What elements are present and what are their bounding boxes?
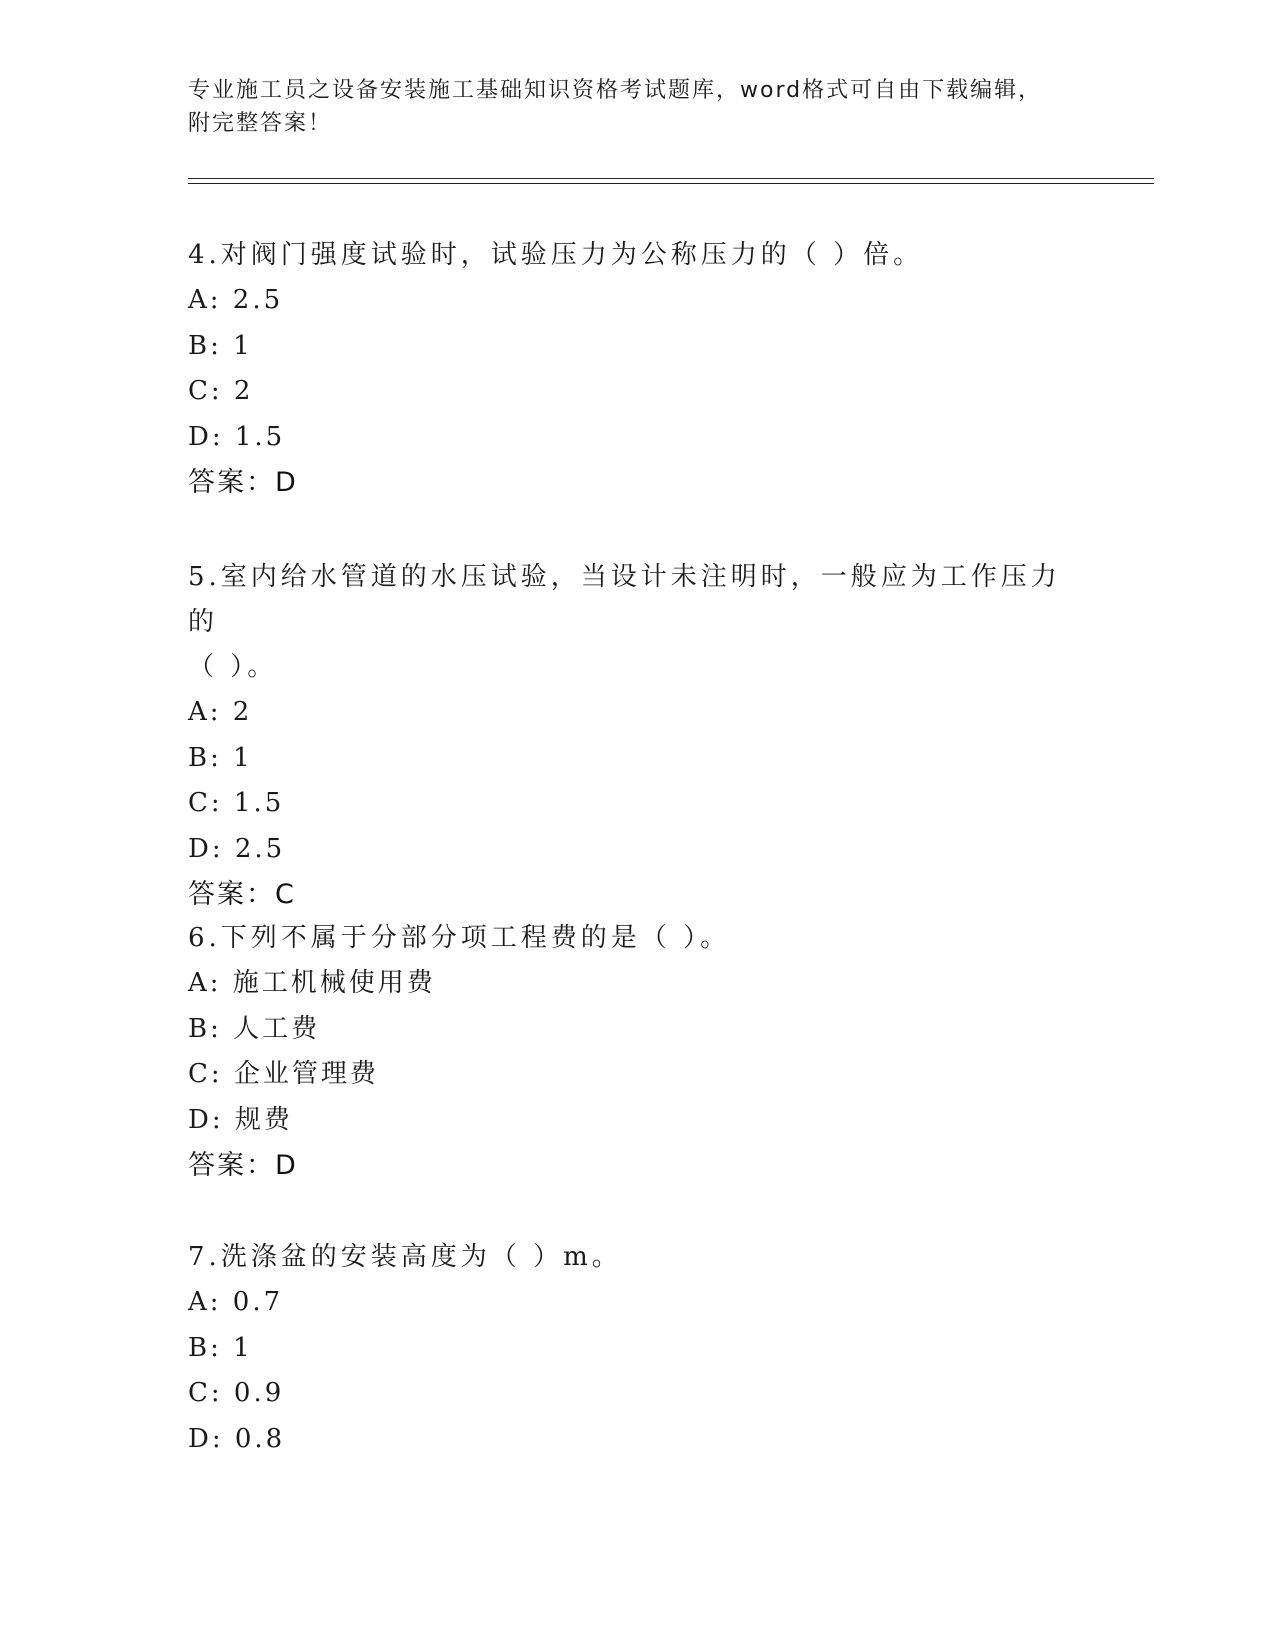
question-stem: 4.对阀门强度试验时，试验压力为公称压力的（ ）倍。 (188, 240, 924, 270)
option-c: C: 2 (188, 376, 254, 406)
option-a: A: 0.7 (188, 1287, 284, 1317)
option-d: D: 规费 (188, 1104, 293, 1135)
option-d: D: 1.5 (188, 421, 286, 452)
question-stem-line-2: （ ）。 (188, 652, 278, 682)
option-d: D: 2.5 (188, 833, 286, 864)
header-divider-top (188, 178, 1154, 179)
question-stem: 6.下列不属于分部分项工程费的是（ ）。 (188, 923, 731, 953)
question-stem: 7.洗涤盆的安装高度为（ ）m。 (188, 1242, 622, 1272)
option-a: A: 施工机械使用费 (188, 968, 436, 998)
question-6 (188, 916, 1088, 1188)
header-line-1: 专业施工员之设备安装施工基础知识资格考试题库，word格式可自由下载编辑， (188, 78, 1043, 103)
option-a: A: 2 (188, 697, 253, 727)
option-b: B: 1 (188, 742, 253, 773)
answer-line: 答案：C (188, 879, 296, 910)
header-line-2: 附完整答案！ (188, 111, 333, 136)
answer-line: 答案：D (188, 467, 298, 498)
question-stem-line-1: 5.室内给水管道的水压试验，当设计未注明时，一般应为工作压力的 (188, 562, 1061, 637)
header-divider-bottom (188, 183, 1154, 184)
option-b: B: 1 (188, 1332, 253, 1363)
question-4 (188, 233, 1088, 505)
document-header (188, 74, 1088, 140)
option-d: D: 0.8 (188, 1423, 286, 1454)
option-a: A: 2.5 (188, 285, 284, 315)
answer-line: 答案：D (188, 1150, 298, 1181)
question-7 (188, 1235, 1088, 1462)
option-c: C: 企业管理费 (188, 1059, 379, 1089)
question-5 (188, 555, 1088, 917)
option-b: B: 人工费 (188, 1013, 321, 1044)
option-c: C: 1.5 (188, 788, 285, 818)
option-b: B: 1 (188, 330, 253, 361)
option-c: C: 0.9 (188, 1378, 285, 1408)
